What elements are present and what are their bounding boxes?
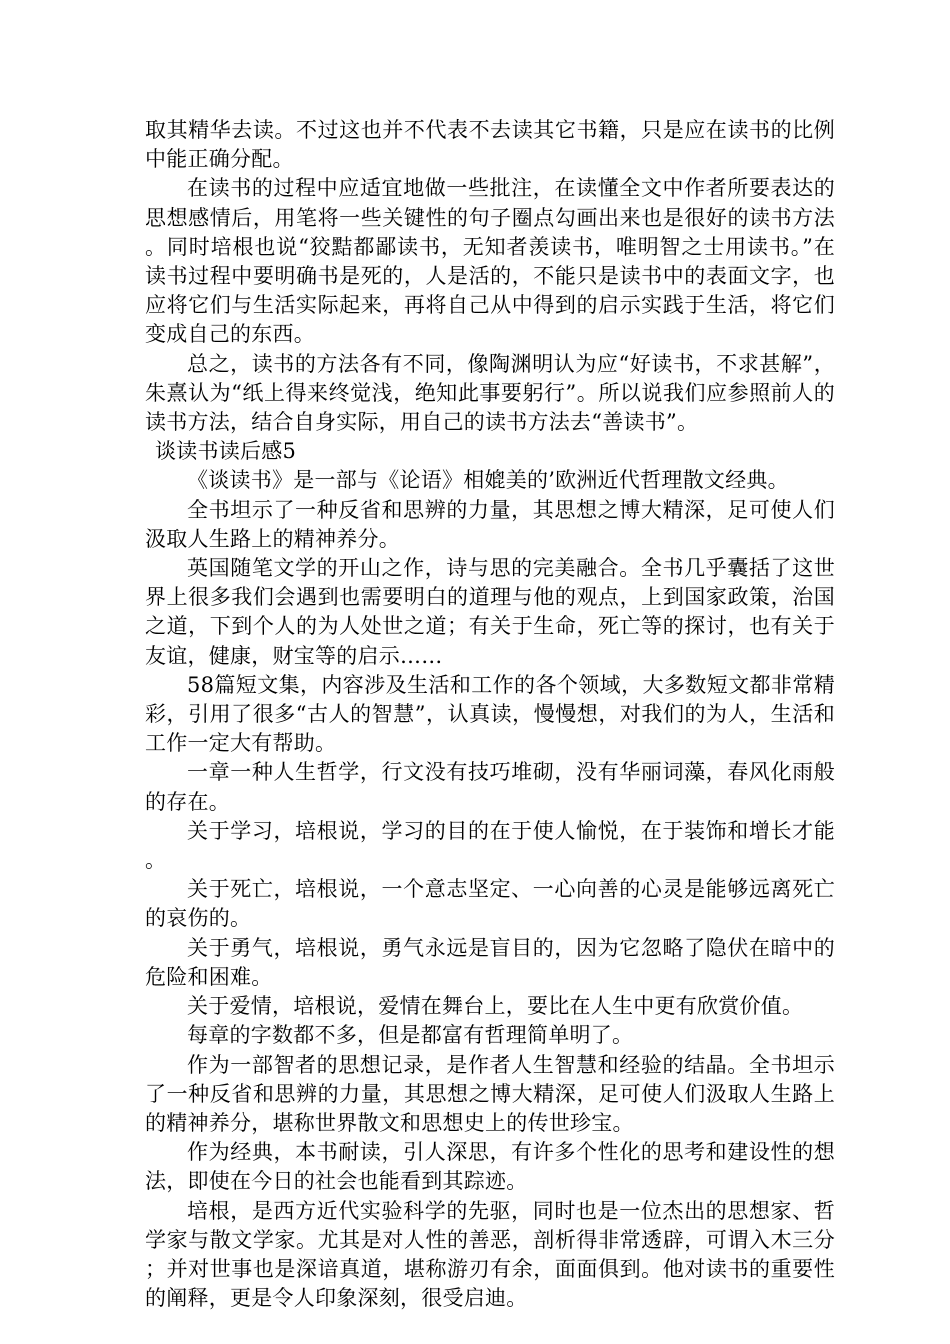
paragraph-annotation-method: 在读书的过程中应适宜地做一些批注，在读懂全文中作者所要表达的思想感情后，用笔将一些关键性的句子圈点勾画出来也是很好的读书方法。同时培根也说“狡黠都鄙读书，无知者羡读书，唯明智之士用读书。”在读书过程中要明确书是死的，人是活的，不能只是读书中的表面文字，也应将它们与生活实际起来，再将自己从中得到的启示实践于生活，将它们变成自己的东西。 bbox=[145, 176, 835, 347]
paragraph-essay-origin: 英国随笔文学的开山之作，诗与思的完美融合。全书几乎囊括了这世界上很多我们会遇到也需要明白的道理与他的观点，上到国家政策，治国之道，下到个人的为人处世之道；有关于生命，死亡等的探讨，也有关于友谊，健康，财宝等的启示…… bbox=[145, 556, 835, 668]
paragraph-conclusion: 总之，读书的方法各有不同，像陶渊明认为应“好读书，不求甚解”，朱熹认为“纸上得来终觉浅，绝知此事要躬行”。所以说我们应参照前人的读书方法，结合自身实际，用自己的读书方法去“善读书”。 bbox=[145, 351, 835, 435]
paragraph-reflection-power: 全书坦示了一种反省和思辨的力量，其思想之博大精深，足可使人们汲取人生路上的精神养分。 bbox=[145, 497, 835, 551]
paragraph-on-love: 关于爱情，培根说，爱情在舞台上，要比在人生中更有欣赏价值。 bbox=[187, 994, 804, 1019]
paragraph-concise: 每章的字数都不多，但是都富有哲理简单明了。 bbox=[187, 1023, 634, 1048]
paragraph-on-study: 关于学习，培根说，学习的目的在于使人愉悦，在于装饰和增长才能。 bbox=[145, 818, 835, 873]
paragraph-on-death: 关于死亡，培根说，一个意志坚定、一心向善的心灵是能够远离死亡的哀伤的。 bbox=[145, 877, 835, 931]
paragraph-intro: 《谈读书》是一部与《论语》相媲美的’欧洲近代哲理散文经典。 bbox=[187, 468, 789, 493]
paragraph-about-bacon: 培根，是西方近代实验科学的先驱，同时也是一位杰出的思想家、哲学家与散文学家。尤其是对人性的善恶，剖析得非常透辟，可谓入木三分；并对世事也是深谙真道，堪称游刃有余，面面俱到。他对读书的重要性的阐释，更是令人印象深刻，很受启迪。 bbox=[145, 1198, 835, 1311]
paragraph-continuation: 取其精华去读。不过这也并不代表不去读其它书籍，只是应在读书的比例中能正确分配。 bbox=[145, 118, 835, 172]
paragraph-philosophy: 一章一种人生哲学，行文没有技巧堆砌，没有华丽词藻，春风化雨般的存在。 bbox=[145, 760, 835, 814]
paragraph-on-courage: 关于勇气，培根说，勇气永远是盲目的，因为它忽略了隐伏在暗中的危险和困难。 bbox=[145, 935, 835, 989]
paragraph-short-essays: 58篇短文集，内容涉及生活和工作的各个领域，大多数短文都非常精彩，引用了很多“古人的智慧”，认真读，慢慢想，对我们的为人，生活和工作一定大有帮助。 bbox=[145, 672, 835, 756]
section-heading: 谈读书读后感5 bbox=[155, 439, 297, 464]
paragraph-wisdom-record: 作为一部智者的思想记录，是作者人生智慧和经验的结晶。全书坦示了一种反省和思辨的力量，其思想之博大精深，足可使人们汲取人生路上的精神养分，堪称世界散文和思想史上的传世珍宝。 bbox=[145, 1052, 835, 1135]
paragraph-classic: 作为经典，本书耐读，引人深思，有许多个性化的思考和建设性的想法，即使在今日的社会也能看到其踪迹。 bbox=[145, 1140, 835, 1194]
document-body bbox=[145, 116, 835, 1313]
